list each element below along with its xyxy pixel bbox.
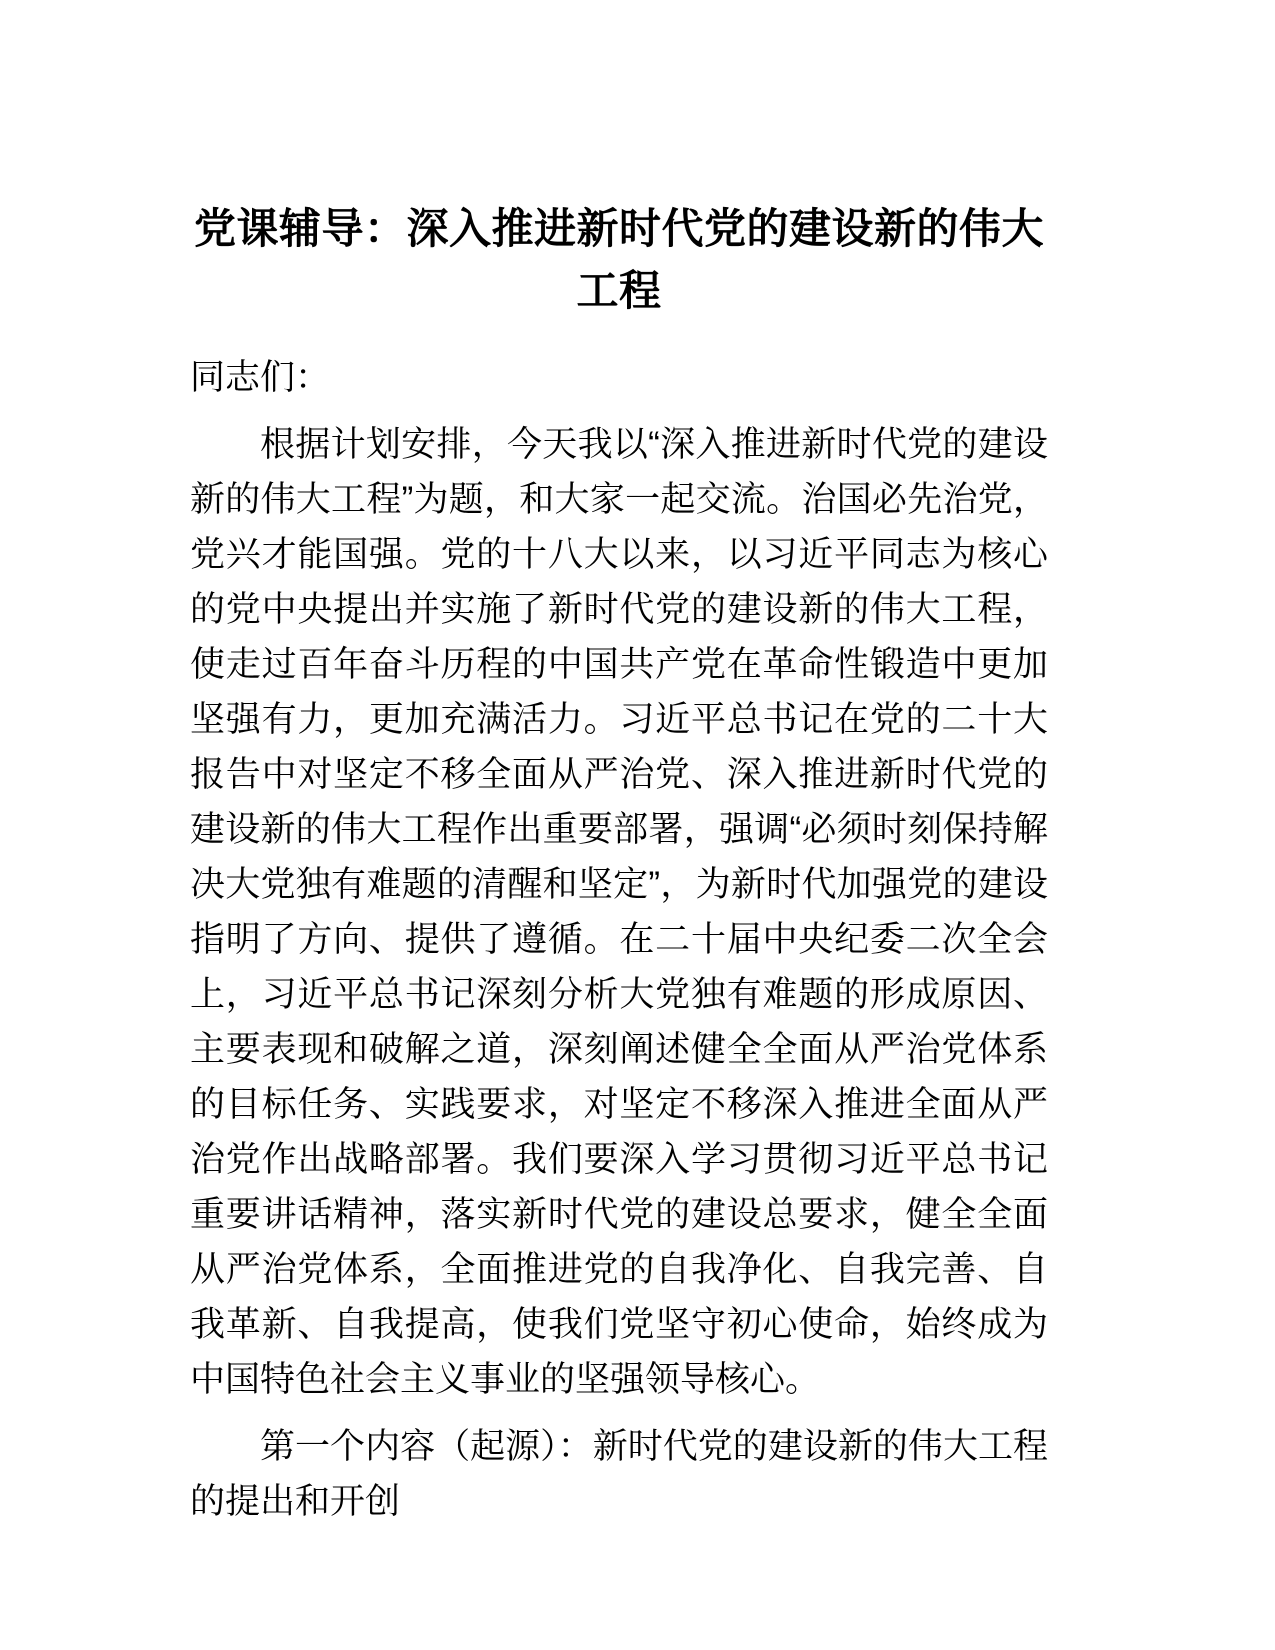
- document-content: [190, 0, 1048, 1529]
- page-title: 党课辅导：深入推进新时代党的建设新的伟大工程: [193, 205, 1044, 314]
- section-heading-paragraph: 第一个内容（起源）：新时代党的建设新的伟大工程的提出和开创: [190, 1427, 1048, 1521]
- body-paragraph-1: 根据计划安排，今天我以“深入推进新时代党的建设新的伟大工程”为题，和大家一起交流。治国必先治党，党兴才能国强。党的十八大以来，以习近平同志为核心的党中央提出并实施了新时代党的建设新的伟大工程，使走过百年奋斗历程的中国共产党在革命性锻造中更加坚强有力，更加充满活力。习近平总书记在党的二十大报告中对坚定不移全面从严治党、深入推进新时代党的建设新的伟大工程作出重要部署，强调“必须时刻保持解决大党独有难题的清醒和坚定”，为新时代加强党的建设指明了方向、提供了遵循。在二十届中央纪委二次全会上，习近平总书记深刻分析大党独有难题的形成原因、主要表现和破解之道，深刻阐述健全全面从严治党体系的目标任务、实践要求，对坚定不移深入推进全面从严治党作出战略部署。我们要深入学习贯彻习近平总书记重要讲话精神，落实新时代党的建设总要求，健全全面从严治党体系，全面推进党的自我净化、自我完善、自我革新、自我提高，使我们党坚守初心使命，始终成为中国特色社会主义事业的坚强领导核心。: [190, 425, 1048, 1399]
- salutation-paragraph: 同志们：: [190, 358, 331, 397]
